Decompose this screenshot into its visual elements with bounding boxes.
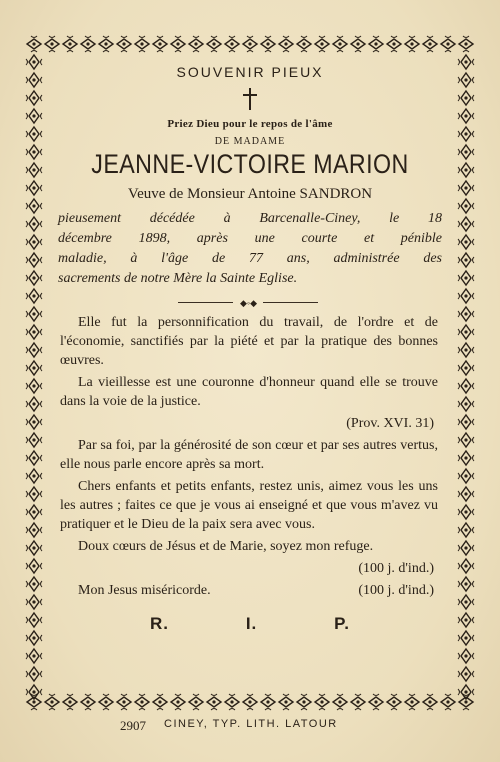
border-ornament bbox=[458, 379, 474, 393]
printer-name: CINEY, TYP. LITH. LATOUR bbox=[164, 718, 338, 730]
border-ornament bbox=[458, 181, 474, 195]
border-ornament bbox=[333, 36, 347, 52]
border-ornament bbox=[333, 694, 347, 710]
border-ornament bbox=[243, 36, 257, 52]
border-ornament bbox=[26, 307, 42, 321]
border-ornament bbox=[458, 505, 474, 519]
border-ornament bbox=[458, 631, 474, 645]
border-ornament bbox=[26, 379, 42, 393]
border-ornament bbox=[26, 361, 42, 375]
death-notice bbox=[58, 209, 442, 289]
widow-line: Veuve de Monsieur Antoine SANDRON bbox=[127, 186, 373, 202]
border-ornament bbox=[405, 36, 419, 52]
cross-icon bbox=[243, 88, 257, 110]
border-ornament bbox=[423, 36, 437, 52]
border-ornament bbox=[458, 73, 474, 87]
prayer-mercy-row bbox=[60, 581, 438, 600]
border-ornament bbox=[387, 36, 401, 52]
border-ornament bbox=[26, 271, 42, 285]
death-notice-line: décembre 1898, après une courte et pénible bbox=[58, 231, 442, 246]
border-ornament bbox=[458, 451, 474, 465]
card-content bbox=[58, 60, 442, 634]
border-ornament bbox=[153, 36, 167, 52]
border-ornament bbox=[458, 433, 474, 447]
scripture-reference: (Prov. XVI. 31) bbox=[346, 416, 434, 431]
border-ornament bbox=[26, 577, 42, 591]
madame-line: DE MADAME bbox=[214, 136, 286, 147]
border-ornament bbox=[458, 91, 474, 105]
border-ornament bbox=[99, 694, 113, 710]
text-body bbox=[60, 313, 438, 600]
border-ornament bbox=[26, 559, 42, 573]
border-ornament bbox=[26, 433, 42, 447]
border-ornament bbox=[45, 694, 59, 710]
border-ornament bbox=[26, 469, 42, 483]
border-ornament bbox=[99, 36, 113, 52]
border-ornament bbox=[458, 145, 474, 159]
border-ornament bbox=[117, 694, 131, 710]
border-ornament bbox=[26, 289, 42, 303]
border-ornament bbox=[458, 217, 474, 231]
border-ornament bbox=[458, 109, 474, 123]
indulgence-hearts: (100 j. d'ind.) bbox=[358, 561, 434, 576]
border-ornament bbox=[405, 694, 419, 710]
border-ornament bbox=[81, 694, 95, 710]
border-ornament bbox=[135, 694, 149, 710]
printer-footer bbox=[120, 718, 440, 734]
border-ornament bbox=[26, 613, 42, 627]
border-ornament bbox=[315, 36, 329, 52]
death-notice-line: sacrements de notre Mère la Sainte Eglise. bbox=[58, 271, 298, 286]
card-title: SOUVENIR PIEUX bbox=[176, 64, 324, 80]
rip-r: R. bbox=[150, 614, 169, 633]
paragraph-children: Chers enfants et petits enfants, restez unis, aimez vous les uns les autres ; faites ce que je vous ai enseigné et que vous m'avez vu pratiquer et le Dieu de la paix sera avec vous. bbox=[60, 479, 438, 532]
border-ornament bbox=[458, 127, 474, 141]
border-ornament bbox=[171, 36, 185, 52]
border-ornament bbox=[225, 694, 239, 710]
border-ornament bbox=[458, 289, 474, 303]
border-ornament bbox=[26, 667, 42, 681]
border-ornament bbox=[458, 271, 474, 285]
border-ornament bbox=[261, 694, 275, 710]
border-ornament bbox=[441, 36, 455, 52]
border-ornament bbox=[297, 694, 311, 710]
border-ornament bbox=[207, 694, 221, 710]
border-ornament bbox=[26, 397, 42, 411]
border-ornament bbox=[189, 36, 203, 52]
border-ornament bbox=[26, 199, 42, 213]
border-ornament bbox=[261, 36, 275, 52]
border-ornament bbox=[315, 694, 329, 710]
border-ornament bbox=[458, 253, 474, 267]
border-ornament bbox=[297, 36, 311, 52]
rip-p: P. bbox=[334, 614, 350, 633]
border-ornament bbox=[26, 91, 42, 105]
border-ornament bbox=[458, 523, 474, 537]
border-ornament bbox=[458, 199, 474, 213]
border-ornament bbox=[458, 343, 474, 357]
border-ornament bbox=[189, 694, 203, 710]
border-ornament bbox=[26, 55, 42, 69]
border-ornament bbox=[459, 694, 473, 710]
border-ornament bbox=[351, 694, 365, 710]
border-ornament bbox=[458, 559, 474, 573]
border-ornament bbox=[458, 55, 474, 69]
border-ornament bbox=[117, 36, 131, 52]
border-ornament bbox=[458, 307, 474, 321]
border-ornament bbox=[27, 694, 41, 710]
border-ornament bbox=[459, 36, 473, 52]
border-ornament bbox=[26, 217, 42, 231]
border-ornament bbox=[387, 694, 401, 710]
border-ornament bbox=[27, 36, 41, 52]
paragraph-old-age: La vieillesse est une couronne d'honneur quand elle se trouve dans la voie de la justice. bbox=[60, 375, 438, 409]
border-ornament bbox=[458, 361, 474, 375]
border-ornament bbox=[26, 109, 42, 123]
border-ornament bbox=[26, 595, 42, 609]
border-ornament bbox=[153, 694, 167, 710]
rip-line bbox=[150, 614, 350, 634]
border-ornament bbox=[26, 541, 42, 555]
border-ornament bbox=[423, 694, 437, 710]
border-ornament bbox=[243, 694, 257, 710]
border-ornament bbox=[45, 36, 59, 52]
border-ornament bbox=[458, 397, 474, 411]
border-ornament bbox=[369, 694, 383, 710]
border-ornament bbox=[63, 36, 77, 52]
death-notice-line: maladie, à l'âge de 77 ans, administrée des bbox=[58, 251, 442, 266]
border-ornament bbox=[26, 127, 42, 141]
border-ornament bbox=[26, 415, 42, 429]
prayer-mercy: Mon Jesus miséricorde. bbox=[78, 583, 211, 598]
border-ornament bbox=[26, 181, 42, 195]
border-ornament bbox=[458, 487, 474, 501]
border-ornament bbox=[135, 36, 149, 52]
border-ornament bbox=[26, 343, 42, 357]
border-ornament bbox=[63, 694, 77, 710]
paragraph-work: Elle fut la personnification du travail, de l'ordre et de l'économie, sanctifiés par la piété et par la pratique des bonnes œuvres. bbox=[60, 315, 438, 368]
prayer-line: Priez Dieu pour le repos de l'âme bbox=[167, 118, 333, 130]
prayer-hearts: Doux cœurs de Jésus et de Marie, soyez mon refuge. bbox=[78, 539, 374, 554]
border-ornament bbox=[458, 163, 474, 177]
border-ornament bbox=[26, 523, 42, 537]
deceased-name: JEANNE-VICTOIRE MARION bbox=[91, 149, 409, 179]
border-ornament bbox=[458, 325, 474, 339]
border-ornament bbox=[458, 577, 474, 591]
border-ornament bbox=[26, 451, 42, 465]
border-ornament bbox=[369, 36, 383, 52]
indulgence-mercy: (100 j. d'ind.) bbox=[358, 583, 434, 598]
border-ornament bbox=[225, 36, 239, 52]
border-ornament bbox=[26, 487, 42, 501]
border-ornament bbox=[171, 694, 185, 710]
rip-i: I. bbox=[245, 614, 258, 633]
border-ornament bbox=[458, 469, 474, 483]
border-ornament bbox=[458, 235, 474, 249]
border-ornament bbox=[26, 73, 42, 87]
death-notice-line: pieusement décédée à Barcenalle-Ciney, le 18 bbox=[58, 211, 442, 226]
border-ornament bbox=[26, 253, 42, 267]
border-ornament bbox=[458, 541, 474, 555]
card-number: 2907 bbox=[120, 718, 146, 733]
border-ornament bbox=[458, 667, 474, 681]
border-ornament bbox=[26, 325, 42, 339]
border-ornament bbox=[81, 36, 95, 52]
border-ornament bbox=[279, 694, 293, 710]
border-ornament bbox=[207, 36, 221, 52]
border-ornament bbox=[458, 613, 474, 627]
border-ornament bbox=[441, 694, 455, 710]
border-ornament bbox=[26, 649, 42, 663]
border-ornament bbox=[279, 36, 293, 52]
border-ornament bbox=[458, 649, 474, 663]
ornament-divider: ◆◦◆ bbox=[58, 295, 442, 309]
border-ornament bbox=[26, 145, 42, 159]
paragraph-faith: Par sa foi, par la générosité de son cœur et par ses autres vertus, elle nous parle encore après sa mort. bbox=[60, 438, 438, 472]
border-ornament bbox=[26, 631, 42, 645]
border-ornament bbox=[26, 235, 42, 249]
border-ornament bbox=[351, 36, 365, 52]
border-ornament bbox=[458, 595, 474, 609]
border-ornament bbox=[26, 505, 42, 519]
border-ornament bbox=[26, 163, 42, 177]
border-ornament bbox=[458, 415, 474, 429]
